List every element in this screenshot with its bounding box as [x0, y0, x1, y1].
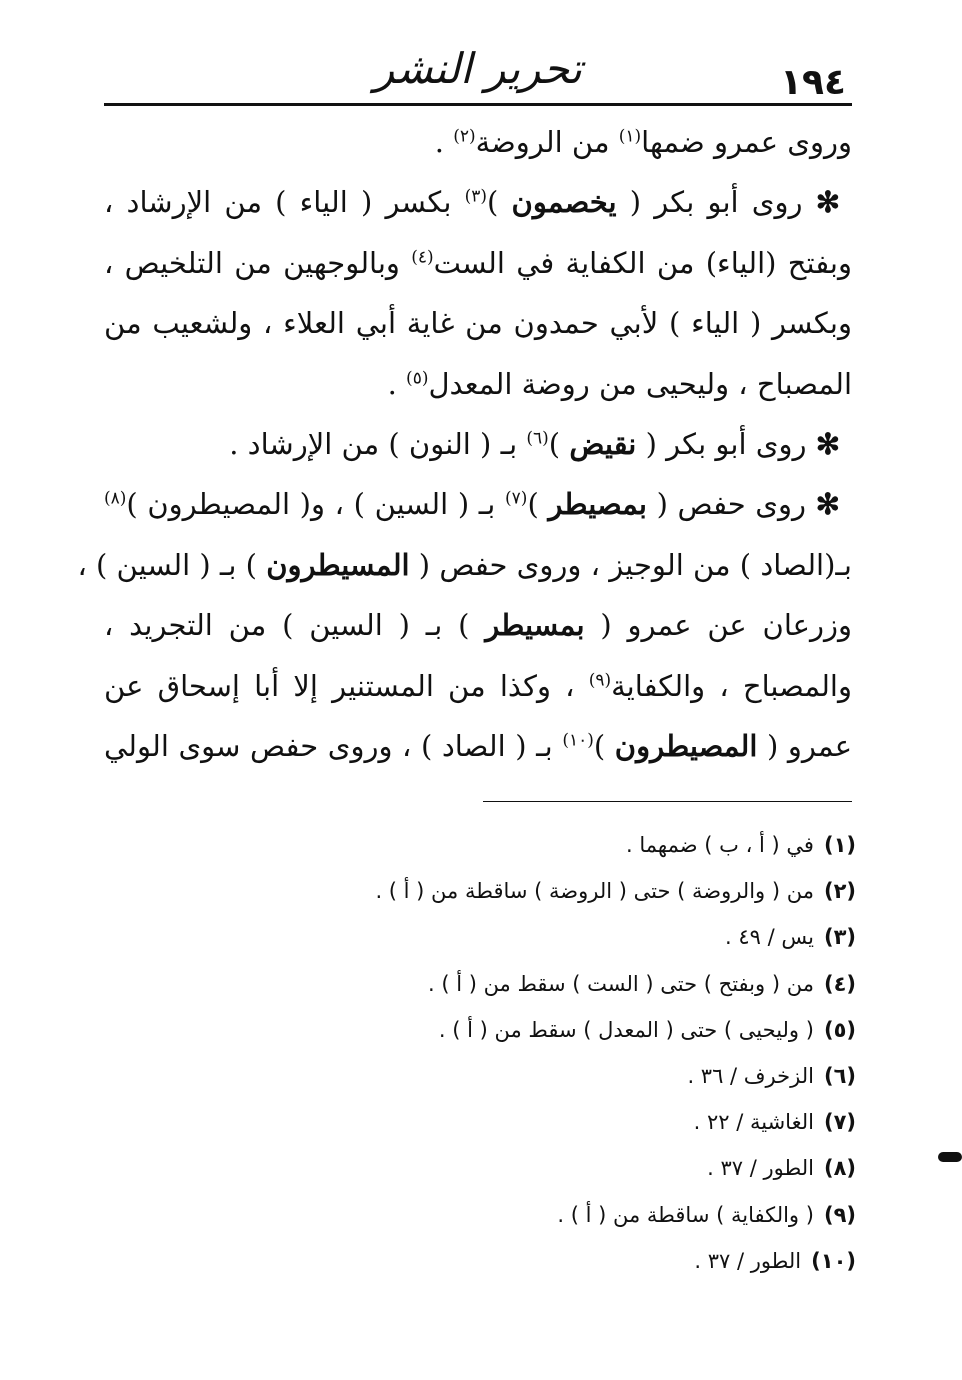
text-line-2	[104, 172, 852, 232]
footnote-ref-1: (١)	[618, 126, 642, 147]
footnote-10	[104, 1238, 856, 1284]
text-run: عمرو (	[757, 728, 852, 763]
footnote-separator	[483, 801, 852, 802]
star-marker: ✻	[815, 185, 840, 220]
text-run: والمصباح ، والكفاية	[611, 668, 852, 703]
text-line-3	[104, 233, 852, 293]
running-title: تحرير النشر	[374, 44, 582, 93]
quran-word: المسيطرون	[266, 547, 410, 582]
footnote-text: ( وليحيى ) حتى ( المعدل ) سقط من ( أ ) .	[438, 1017, 814, 1042]
text-line-10	[104, 656, 852, 716]
footnote-text: الغاشية / ٢٢ .	[693, 1110, 814, 1135]
main-text	[77, 112, 852, 776]
text-run: بـ ( السين ) ، و( المصيطرون )	[126, 487, 506, 522]
text-run: بكسر ( الياء ) من الإرشاد ،	[104, 185, 465, 220]
text-line-6	[104, 414, 852, 474]
footnote-text: ( والكفاية ) ساقطة من ( أ ) .	[557, 1202, 814, 1227]
footnote-text: الطور / ٣٧ .	[707, 1156, 814, 1181]
text-line-11	[104, 716, 852, 776]
footnote-text: من ( والروضة ) حتى ( الروضة ) ساقطة من ( أ ) .	[375, 879, 814, 904]
footnote-number: (٤)	[823, 971, 856, 996]
footnote-5	[104, 1007, 856, 1053]
footnote-number: (٦)	[823, 1063, 856, 1088]
footnote-1	[104, 822, 856, 868]
footnote-ref-7: (٧)	[505, 488, 528, 509]
page-header	[104, 40, 852, 106]
footnote-ref-6: (٦)	[526, 428, 549, 449]
text-line-5	[104, 354, 852, 414]
footnote-9	[104, 1192, 856, 1238]
text-line-9	[104, 595, 852, 655]
text-run: من الروضة	[475, 125, 619, 159]
quran-word: يخصمون	[511, 185, 617, 220]
footnote-7	[104, 1099, 856, 1145]
quran-word: بمصيطر	[548, 487, 647, 522]
star-marker: ✻	[815, 487, 840, 522]
footnote-number: (٣)	[823, 925, 856, 950]
text-run: روى أبو بكر (	[616, 185, 816, 220]
quran-word: بمسيطر	[485, 608, 585, 643]
text-run: وروى عمرو ضمها	[641, 125, 852, 159]
footnote-number: (١٠)	[811, 1248, 856, 1273]
star-marker: ✻	[815, 426, 840, 461]
footnote-text: الطور / ٣٧ .	[694, 1248, 802, 1273]
text-line-7	[104, 474, 852, 534]
footnote-ref-5: (٥)	[406, 367, 429, 388]
footnote-ref-4: (٤)	[411, 247, 434, 268]
text-run: .	[434, 125, 454, 159]
margin-ink-mark	[938, 1152, 962, 1162]
text-run: )	[548, 426, 570, 461]
text-run: )	[593, 728, 615, 763]
footnote-number: (٧)	[823, 1110, 856, 1135]
text-run: وبفتح (الياء) من الكفاية في الست	[433, 245, 852, 280]
page-number: ١٩٤	[780, 62, 846, 103]
header-rule	[104, 103, 852, 106]
footnote-text: الزخرف / ٣٦ .	[687, 1063, 814, 1088]
text-run: بـ ( النون ) من الإرشاد .	[229, 426, 527, 461]
footnote-ref-10: (١٠)	[562, 730, 594, 751]
footnote-2	[104, 868, 856, 914]
text-run: )	[487, 185, 512, 220]
text-run: روى حفص (	[646, 487, 816, 522]
footnote-3	[104, 914, 856, 960]
text-run: .	[387, 366, 407, 401]
text-line-1	[104, 112, 852, 172]
footnote-text: في ( أ ، ب ) ضمهما .	[626, 833, 814, 857]
text-run: وزرعان عن عمرو (	[584, 608, 852, 643]
footnote-4	[104, 961, 856, 1007]
text-line-4: وبكسر ( الياء ) لأبي حمدون من غاية أبي العلاء ، ولشعيب من	[104, 306, 852, 341]
footnote-ref-2: (٢)	[453, 126, 476, 147]
text-line-8	[77, 535, 852, 595]
quran-word: المصيطرون	[614, 728, 758, 763]
text-run: )	[527, 487, 549, 522]
footnote-8	[104, 1145, 856, 1191]
text-run: المصباح ، وليحيى من روضة المعدل	[428, 366, 852, 401]
footnote-text: يس / ٤٩ .	[724, 925, 814, 950]
footnote-number: (٥)	[823, 1017, 856, 1042]
text-run: ) بـ ( السين ) ،	[77, 547, 267, 582]
text-run: بـ(الصاد ) من الوجيز ، وروى حفص (	[409, 547, 852, 582]
text-run: بـ ( الصاد ) ، وروى حفص سوى الولي	[104, 728, 563, 763]
footnote-ref-3: (٣)	[464, 186, 488, 207]
footnote-number: (٩)	[823, 1202, 856, 1227]
footnote-number: (٢)	[823, 879, 856, 904]
quran-word: نقيض	[569, 426, 637, 461]
footnote-number: (٨)	[823, 1156, 856, 1181]
footnote-number: (١)	[823, 833, 856, 857]
text-run: ) بـ ( السين ) من التجريد ،	[104, 608, 486, 643]
footnotes	[104, 822, 856, 1284]
footnote-text: من ( وبفتح ) حتى ( الست ) سقط من ( أ ) .	[427, 971, 814, 996]
footnote-ref-8: (٨)	[104, 488, 127, 509]
text-run: روى أبو بكر (	[636, 426, 816, 461]
footnote-ref-9: (٩)	[588, 669, 612, 690]
footnote-6	[104, 1053, 856, 1099]
text-run: ، وكذا من المستنير إلا أبا إسحاق عن	[104, 668, 589, 703]
text-run: وبالوجهين من التلخيص ،	[104, 245, 412, 280]
